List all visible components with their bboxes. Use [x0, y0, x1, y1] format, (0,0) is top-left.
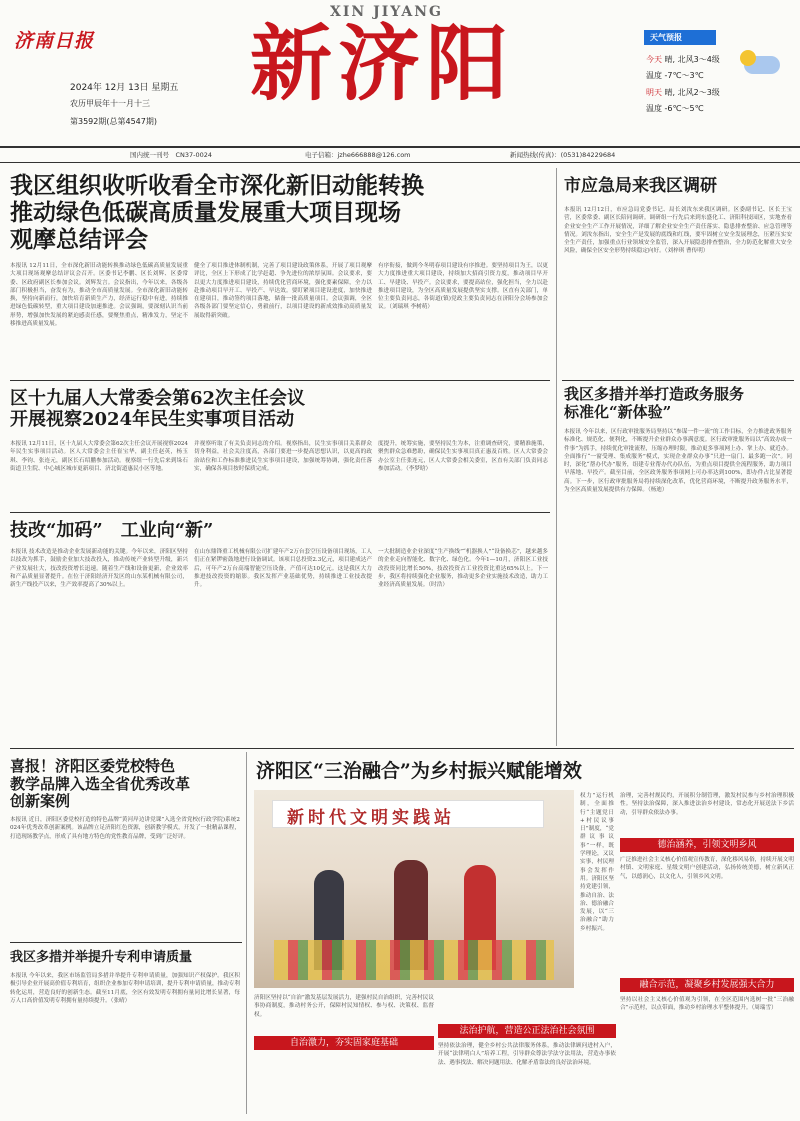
divider-3	[10, 748, 794, 749]
info-hotline: 新闻热线(传真)：(0531)84229684	[510, 151, 616, 159]
article-3-headline	[10, 388, 550, 430]
article-3-headline-line2: 开展视察2024年民生实事项目活动	[10, 409, 295, 431]
article-7-headline-line1: 我区多措并举打造政务服务	[564, 385, 745, 403]
article-4-col1: 本报讯 技术改造是推动企业发展新动能的关键。今年以来，济阳区坚持以技改为抓手，鼓励企业加大技改投入，推动传统产业转型升级，新兴产业发展壮大，技改投资增长迅速。随着生产线和设备更新，企业效率和产品质量显著提升。在位于济阳经济开发区的山东某机械有限公司，新生产线投产以来，生产效率提高了30%以上。	[10, 549, 188, 589]
info-email: 电子信箱：jzhe666888@126.com	[305, 151, 411, 159]
article-1-col1: 本报讯 12月11日，全市深化新旧动能转换推动绿色低碳高质量发展重大项目现场观摩总结评议会召开。区委书记李鹏、区长刘辉、区委常委、区政府副区长参加会议。刘辉发言。会议指出，今年以来，各级各部门积极担当，奋发有为，推动全市高质量发展。全市深化新旧动能转换，坚持向新而行，加快培育新质生产力，经济运行稳中有进，持续推进绿色低碳转型，重大项目建设加速推进。会议强调，要深刻认识当前形势，增强加快发展的紧迫感责任感，要聚焦重点，精准发力，坚定不移推进高质量发展。	[10, 263, 188, 328]
photo-sign	[272, 800, 544, 828]
weather-tomorrow-text: 晴, 北风2～3级	[664, 88, 720, 97]
article-5-body: 本报讯 近日，济阳区委党校打造的特色品牌“黄河岸边讲党课”入选全省党校(行政学院)系统2024年优秀改革创新案例。该品牌立足济阳红色资源，创新教学模式，开发了一批精品课程，打造现场教学点，形成了具有地方特色的党性教育品牌，受到广泛好评。	[10, 817, 240, 840]
article-6-body: 本报讯 今年以来，我区市场监管局多措并举提升专利申请质量，加强知识产权保护。我区积极引导企业开展高价值专利培育，组织企业参加专利申请培训，提升专利申请质量，推动专利转化运用，营造良好的创新生态。截至11月底，全区有效发明专利拥有量同比增长显著，每万人口高价值发明专利拥有量持续提升。（张晴）	[10, 973, 240, 1004]
article-1-headline	[10, 172, 550, 253]
article-5-headline	[10, 758, 240, 811]
article-4-headline: 技改“加码” 工业向“新”	[10, 520, 214, 541]
article-5-headline-line3: 创新案例	[10, 792, 71, 811]
photo-flowers	[274, 940, 554, 980]
article-3-col2: 并视察听取了有关负责同志的介绍。视察指出，民生实事项目关系群众切身利益，社会关注度高，各部门要进一步提高思想认识，以更高的政治站位和工作标准推进民生实事项目建设，加强统筹协调，强化责任落实，确保各项目按时保质完成。	[194, 441, 372, 472]
column-divider-bottom	[246, 752, 247, 1114]
divider-right-1	[562, 380, 794, 381]
article-1-col3: 有序衔接，做到今冬明春项目建设有序推进。要坚持项目为王，以更大力度推进重大项目建设，持续加大招商引资力度，推动项目早开工、早建设、早投产。会议要求，要提高站位，强化担当，全力以赴推进项目建设，为全区高质量发展提供坚实支撑。区直有关部门，单位主要负责同志，各街道(镇)党政主要负责同志在济阳分会场参加会议。（刘瑞琪 李树萌）	[378, 263, 548, 311]
article-1-headline-line2: 推动绿色低碳高质量发展重大项目现场	[10, 199, 401, 227]
article-8-sub3: 自治激力，夯实固家庭基础	[254, 1036, 434, 1050]
weather-tomorrow-temp-label: 温度	[646, 104, 662, 113]
article-4-col2: 在山东鼎锋重工机械有限公司扩建年产2万台套空压设备项目现场，工人们正在紧锣密鼓地进行设备调试。该项目总投资2.3亿元，项目建成达产后，可年产2万台高端智能空压设备，产值可达10亿元。这是我区大力推进技改投资的缩影。我区发挥产业基础优势，持续推进工业技改提升。	[194, 549, 372, 589]
newspaper-logo: 济南日报	[14, 30, 95, 52]
article-8-photo	[254, 790, 574, 988]
weather-today-temp: -7℃～3℃	[664, 71, 704, 80]
article-8-sub3-body: 济阳区坚持以“自治”激发基层发展活力，建强村民自治组织，完善村民议事协商制度，推动村务公开，保障村民知情权、参与权、决策权、监督权。	[254, 995, 434, 1018]
masthead-title: 新济阳	[250, 16, 515, 112]
sun-icon	[740, 50, 756, 66]
article-8-sub1-body: 广泛推进社会主义核心价值观宣传教育，深化移风易俗，持续开展文明村镇、文明家庭、星级文明户创建活动，弘扬传统美德，树立新风正气，以德润心，以文化人，引领乡风文明。	[620, 857, 794, 880]
article-7-body: 本报讯 今年以来，区行政审批服务局坚持以“参谋一件一流”的工作目标，全力推进政务服务标准化、规范化、便利化，不断提升企业群众办事满意度。区行政审批服务局以“高效办成一件事”为抓手，持续优化审批流程，压缩办理时限，推动更多事项网上办、掌上办、就近办。全面推行“一窗受理、集成服务”模式，实现企业群众办事“只进一扇门、最多跑一次”。同时，深化“帮办代办”服务，组建专业帮办代办队伍，为重点项目提供全流程服务，助力项目早落地、早投产。截至目前，全区政务服务事项网上可办率达到100%，即办件占比显著提高。下一步，区行政审批服务局将持续深化改革，优化营商环境，不断提升政务服务水平，为全区高质量发展提供有力保障。（杨迪）	[564, 429, 792, 494]
issue-line: 第3592期(总第4547期)	[70, 117, 157, 126]
article-3-col3: 度提升，统筹实施，要坚持民生为本，注重调查研究，要精准施策，聚焦群众急难愁盼，确保民生实事项目真正惠及百姓。区人大常委会办公室主任张连元，区人大常委会相关委室，区直有关部门负责同志参加活动。（李梦晗）	[378, 441, 548, 472]
article-8-sub4: 法治护航，营造公正法治社会氛围	[438, 1024, 616, 1038]
article-8-col-right: 治理，完善村规民约，开展积分制管理，激发村民参与乡村治理积极性。坚持法治保障，深入推进法治乡村建设，常态化开展送法下乡活动，引导群众依法办事。	[620, 793, 794, 816]
article-3-headline-line1: 区十九届人大常委会第62次主任会议	[10, 388, 306, 409]
weather-today-text: 晴, 北风3～4级	[664, 55, 720, 64]
article-7-headline-line2: 标准化“新体验”	[564, 402, 672, 421]
article-2-headline: 市应急局来我区调研	[564, 176, 717, 196]
divider-2	[10, 512, 550, 513]
masthead-pinyin: XIN JIYANG	[330, 4, 443, 20]
article-1-col2: 健全了项目推进体制机制，完善了项目建设政策体系，开展了项目观摩评比，全区上下形成了比学赶超、争先进位的浓厚氛围。会议要求，要以更大力度推进项目建设，持续优化营商环境，强化要素保障，全力以赴推动项目早开工、早投产、早达效。要盯紧项目建设进度，加快推进在建项目，推动签约项目落地，储备一批高质量项目。会议强调，全区各级各部门要坚定信心，勇毅前行，以项目建设的新成效推动高质量发展取得新突破。	[194, 263, 372, 319]
article-8-col-left: 权力”运行机制，全面推行“主题党日+村民议事日”制度，“党群议事议事”一样，既学理论，又议实事，村民理事会发挥作用。济阳区坚持党建引领，推动自治、法治、德治融合发展，以“三治融合”助力乡村振兴。	[580, 793, 614, 932]
weather-today-label: 今天	[646, 55, 662, 64]
article-4-col3: 一大批制造业企业深度“生产换线”“机器换人”“设备换芯”，越来越多的企业走向智能化、数字化、绿色化。今年1—10月，济阳区工业技改投资同比增长50%，技改投资占工业投资比重达65%以上。下一步，我区将持续强化企业服务，推动更多企业实施技术改造，助力工业经济高质量发展。（时浩）	[378, 549, 548, 589]
article-5-headline-line1: 喜报！济阳区委党校特色	[10, 757, 176, 775]
weather-tomorrow-temp: -6℃～5℃	[664, 104, 704, 113]
weather-tomorrow-label: 明天	[646, 88, 662, 97]
article-5-headline-line2: 教学品牌入选全省优秀改革	[10, 774, 191, 793]
article-1-headline-line1: 我区组织收听收看全市深化新旧动能转换	[10, 172, 424, 199]
article-7-headline	[564, 386, 794, 421]
date-line: 2024年 12月 13日 星期五	[70, 83, 179, 93]
divider-1	[10, 380, 550, 381]
weather-today-temp-label: 温度	[646, 71, 662, 80]
article-8-sub4-body: 坚持依法治理，健全乡村公共法律服务体系，推动法律顾问进村入户，开展“法律明白人”培养工程，引导群众尊法学法守法用法，营造办事依法、遇事找法、解决问题用法、化解矛盾靠法的良好法治环境。	[438, 1043, 616, 1066]
article-8-mid-body	[438, 994, 616, 1022]
column-divider	[556, 168, 557, 746]
weather-label: 天气预报	[644, 30, 716, 45]
photo-sign-text: 新时代文明实践站	[287, 808, 455, 828]
lunar-line: 农历甲辰年十一月十三	[70, 99, 150, 108]
divider-4	[10, 942, 242, 943]
article-8-sub3-body-cont	[254, 1054, 434, 1114]
article-3-col1: 本报讯 12月11日，区十九届人大常委会第62次主任会议开展视察2024年民生实事项目活动。区人大常委会主任崔宝华，副主任赵英，杨玉琪、李钧、张连元，副区长石绍鹏参加活动。视察组一行先后来到垛石街道卫生院、中心城区城市更新项目、济北街道惠民小区等地。	[10, 441, 188, 472]
info-cn: 国内统一刊号 CN37-0024	[130, 151, 213, 159]
article-8-sub2-body: 坚持以社会主义核心价值观为引领，在全区范围内选树一批“三治融合”示范村，以点带面，推动乡村治理水平整体提升。（周瑞雪）	[620, 997, 794, 1012]
article-6-headline: 我区多措并举提升专利申请质量	[10, 950, 193, 965]
masthead	[0, 0, 800, 132]
weather-box	[644, 30, 790, 120]
article-8-headline: 济阳区“三治融合”为乡村振兴赋能增效	[256, 760, 582, 782]
article-8-sub1: 德治涵养，引领文明乡风	[620, 838, 794, 852]
article-8-sub2: 融合示范，凝聚乡村发展强大合力	[620, 978, 794, 992]
article-1-headline-line3: 观摩总结评会	[10, 226, 148, 254]
article-2-body: 本报讯 12月12日，市应急局党委书记、局长刘汝东来我区调研。区委副书记、区长王宝营，区委常委、副区长陪同调研。调研组一行先后来到东盛化工、济阳科技园区，实地查看企业安全生产工作开展情况，详细了解企业安全生产责任落实、隐患排查整治、应急管理等情况。刘汝东指出，安全生产是发展的底线和红线，要牢固树立安全发展理念，压紧压实安全生产责任，加强重点行业领域安全监管，深入开展隐患排查整治，全力防范化解重大安全风险，确保全区安全形势持续稳定向好。（刘梓琪 曹传明）	[564, 207, 792, 255]
info-bar	[0, 146, 800, 163]
